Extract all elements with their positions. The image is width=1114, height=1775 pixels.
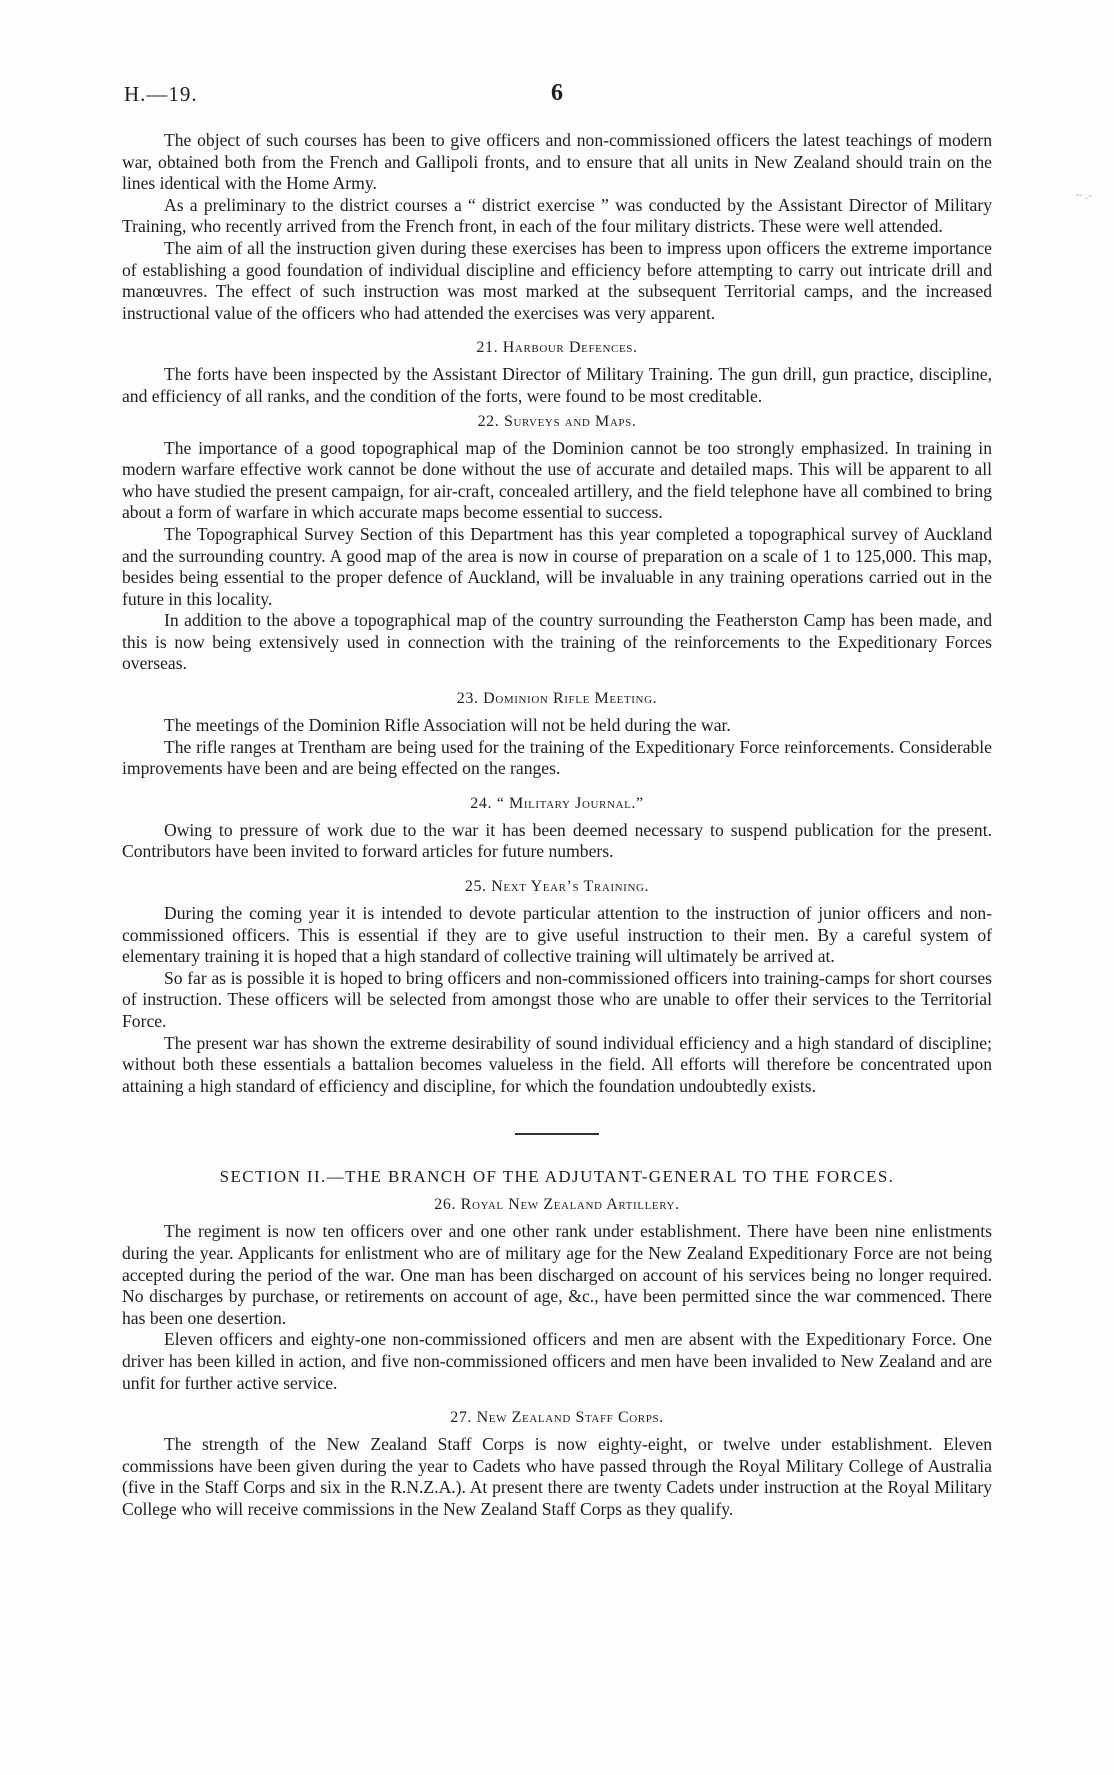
paragraph: The Topographical Survey Section of this Department has this year completed a topographical survey of Auckland and the surrounding country. A good map of the area is now in course of preparation on a scale of 1 to 125,000. This map, besides being essential to the proper defence of Auckland, will be invaluable in any training operations carried out in the future in this locality.: [122, 523, 992, 609]
section-heading: 24. “ Military Journal.”: [470, 794, 644, 812]
page-header: [124, 82, 990, 112]
margin-mark: ~ .-: [1075, 188, 1092, 202]
paragraph: As a preliminary to the district courses a “ district exercise ” was conducted by the Assistant Director of Military Training, who recently arrived from the French front, in each of the four military districts. These were well attended.: [122, 194, 992, 237]
section-heading: 21. Harbour Defences.: [476, 339, 638, 357]
paragraph: The importance of a good topographical map of the Dominion cannot be too strongly emphasized. In training in modern warfare effective work cannot be done without the use of accurate and detailed maps. This will be apparent to all who have studied the present campaign, for air-craft, concealed artillery, and the field telephone have all combined to bring about a form of warfare in which accurate maps become essential to success.: [122, 437, 992, 523]
paragraph: The rifle ranges at Trentham are being used for the training of the Expeditionary Force reinforcements. Considerable improvements have been and are being effected on the ranges.: [122, 736, 992, 779]
paragraph: The forts have been inspected by the Assistant Director of Military Training. The gun drill, gun practice, discipline, and efficiency of all ranks, and the condition of the forts, were found to be most creditable.: [122, 364, 992, 406]
paragraph: In addition to the above a topographical map of the country surrounding the Featherston Camp has been made, and this is now being extensively used in connection with the training of the reinforcements to the Expeditionary Forces overseas.: [122, 610, 992, 674]
paragraph: Eleven officers and eighty-one non-commissioned officers and men are absent with the Expeditionary Force. One driver has been killed in action, and five non-commissioned officers and men have been invalided to New Zealand and are unfit for further active service.: [122, 1329, 992, 1393]
section-divider: [515, 1133, 599, 1135]
paragraph: The meetings of the Dominion Rifle Association will not be held during the war.: [164, 715, 731, 736]
paragraph: The strength of the New Zealand Staff Corps is now eighty-eight, or twelve under establishment. Eleven commissions have been given during the year to Cadets who have passed through the Royal Military College of Australia (five in the Staff Corps and six in the R.N.Z.A.). At present there are twenty Cadets under instruction at the Royal Military College who will receive commissions in the New Zealand Staff Corps as they qualify.: [122, 1434, 992, 1519]
paragraph: The present war has shown the extreme desirability of sound individual efficiency and a high standard of discipline; without both these essentials a battalion becomes valueless in the field. All efforts will therefore be concentrated upon attaining a high standard of efficiency and discipline, for which the foundation undoubtedly exists.: [122, 1032, 992, 1096]
paragraph: During the coming year it is intended to devote particular attention to the instruction of junior officers and non-commissioned officers. This is essential if they are to give useful instruction to their men. By a careful system of elementary training it is hoped that a high standard of collective training will ultimately be arrived at.: [122, 903, 992, 967]
paragraph: Owing to pressure of work due to the war it has been deemed necessary to suspend publication for the present. Contributors have been invited to forward articles for future numbers.: [122, 819, 992, 862]
section-heading: 23. Dominion Rifle Meeting.: [456, 690, 658, 708]
section-title: SECTION II.—THE BRANCH OF THE ADJUTANT-GENERAL TO THE FORCES.: [219, 1167, 895, 1187]
paragraph: So far as is possible it is hoped to bring officers and non-commissioned officers into training-camps for short courses of instruction. These officers will be selected from amongst those who are unable to offer their services to the Territorial Force.: [122, 967, 992, 1031]
section-heading: 26. Royal New Zealand Artillery.: [434, 1196, 680, 1214]
paragraph: The regiment is now ten officers over and one other rank under establishment. There have been nine enlistments during the year. Applicants for enlistment who are of military age for the New Zealand Expeditionary Force are not being accepted during the period of the war. One man has been discharged on account of his services being no longer required. No discharges by purchase, or retirements on account of age, &c., have been permitted since the war commenced. There has been one desertion.: [122, 1221, 992, 1328]
page-reference: H.—19.: [124, 82, 198, 106]
page-number: 6: [551, 80, 563, 106]
section-heading: 25. Next Year’s Training.: [464, 878, 650, 896]
paragraph: The object of such courses has been to give officers and non-commissioned officers the latest teachings of modern war, obtained both from the French and Gallipoli fronts, and to ensure that all units in New Zealand should train on the lines identical with the Home Army.: [122, 130, 992, 194]
section-heading: 22. Surveys and Maps.: [477, 412, 637, 430]
section-heading: 27. New Zealand Staff Corps.: [450, 1409, 664, 1427]
document-body: [122, 130, 992, 1521]
paragraph: The aim of all the instruction given during these exercises has been to impress upon officers the extreme importance of establishing a good foundation of individual discipline and efficiency before attempting to carry out intricate drill and manœuvres. The effect of such instruction was most marked at the subsequent Territorial camps, and the increased instructional value of the officers who had attended the exercises was very apparent.: [122, 237, 992, 323]
